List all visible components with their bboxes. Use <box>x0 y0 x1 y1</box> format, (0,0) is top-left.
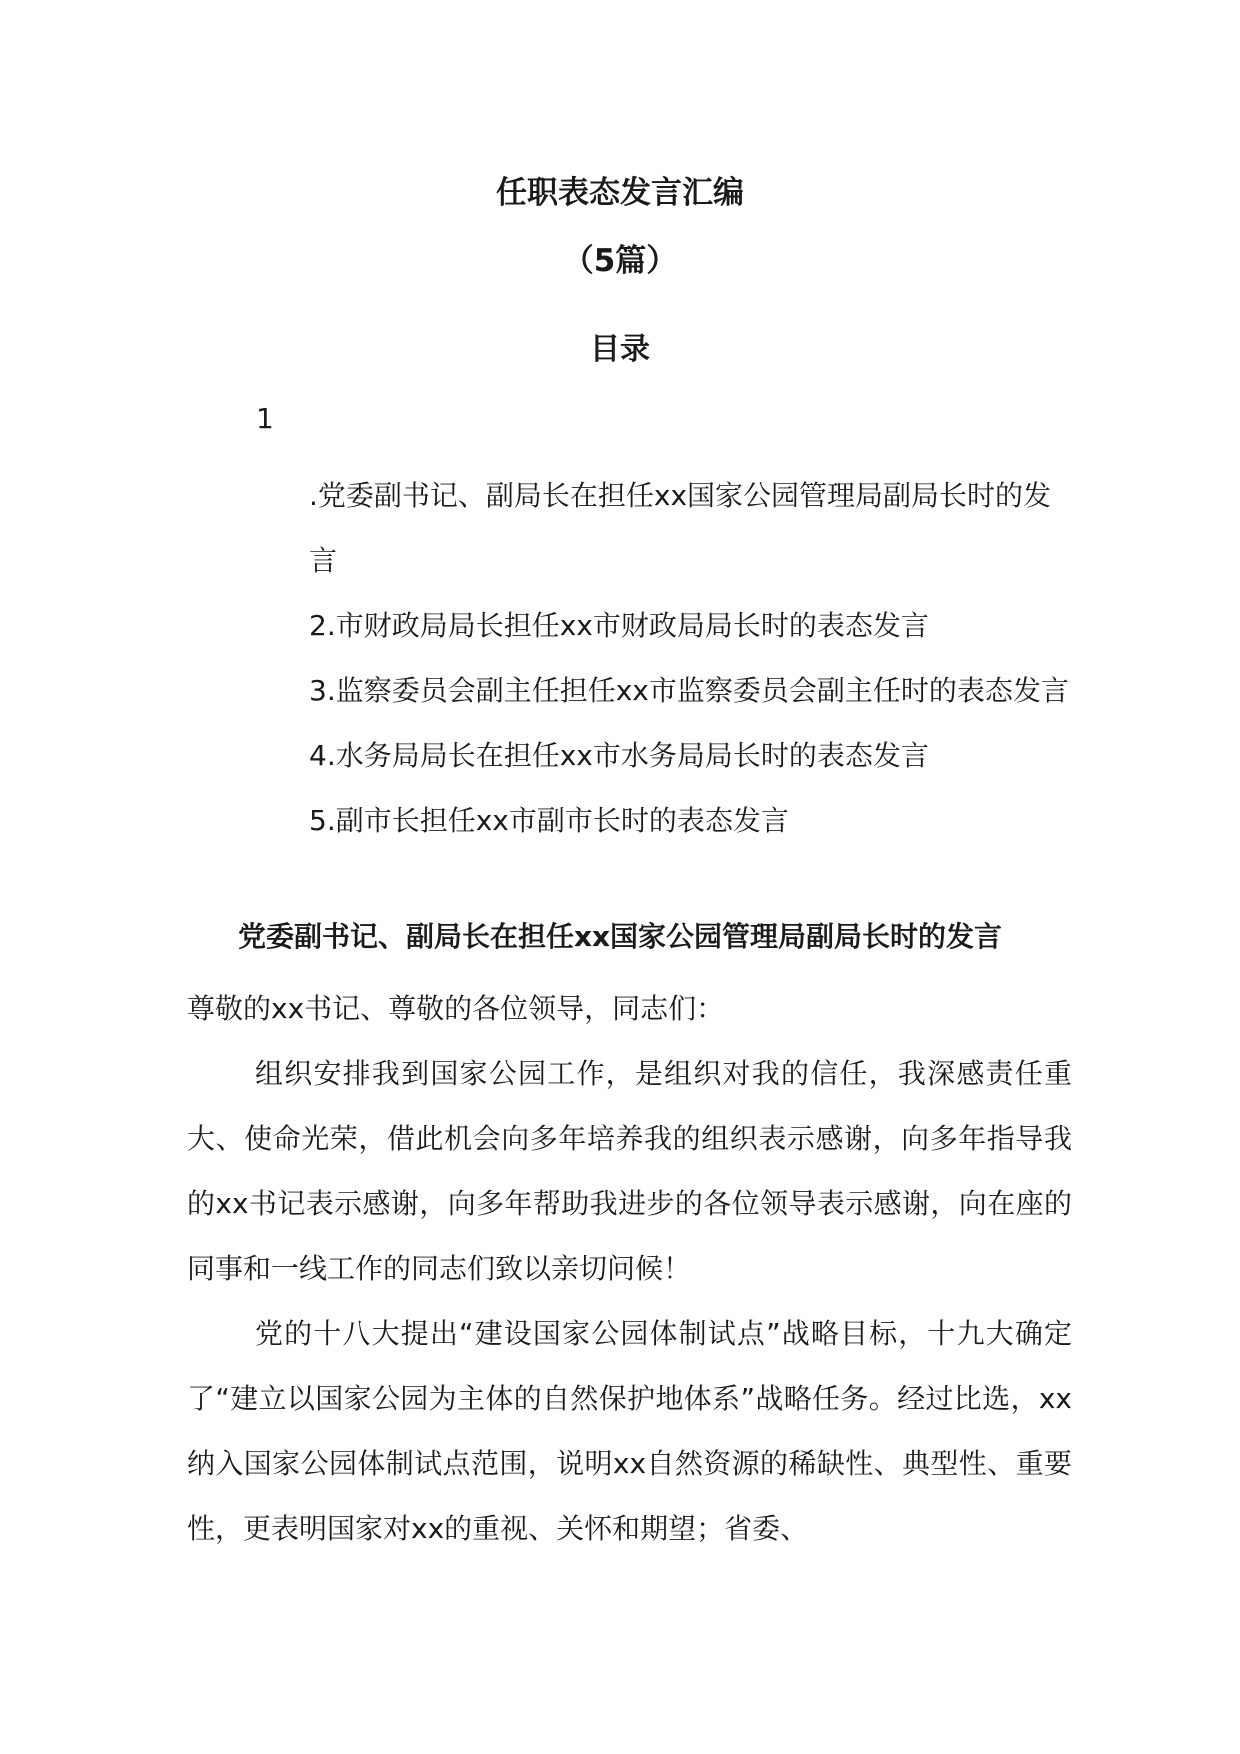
body-paragraph: 党的十八大提出“建设国家公园体制试点”战略目标，十九大确定了“建立以国家公园为主体的自然保护地体系”战略任务。经过比选，xx纳入国家公园体制试点范围，说明xx自然资源的稀缺性、典型性、重要性，更表明国家对xx的重视、关怀和期望；省委、 <box>187 1317 1072 1545</box>
toc-item: .党委副书记、副局长在担任xx国家公园管理局副局长时的发言 <box>309 479 1052 577</box>
toc-item: 4.水务局局长在担任xx市水务局局长时的表态发言 <box>309 739 929 772</box>
salutation: 尊敬的xx书记、尊敬的各位领导，同志们： <box>187 992 725 1025</box>
table-of-contents <box>309 463 1069 853</box>
toc-item: 3.监察委员会副主任担任xx市监察委员会副主任时的表态发言 <box>309 674 1069 707</box>
section-title: 党委副书记、副局长在担任xx国家公园管理局副局长时的发言 <box>237 920 1003 953</box>
document-subtitle: （5篇） <box>562 243 678 279</box>
toc-heading: 目录 <box>590 332 650 367</box>
section-body <box>187 976 1072 1561</box>
toc-item: 5.副市长担任xx市副市长时的表态发言 <box>309 804 789 837</box>
document-title: 任职表态发言汇编 <box>496 175 744 211</box>
toc-item: 2.市财政局局长担任xx市财政局局长时的表态发言 <box>309 609 929 642</box>
body-paragraph: 组织安排我到国家公园工作，是组织对我的信任，我深感责任重大、使命光荣，借此机会向多年培养我的组织表示感谢，向多年指导我的xx书记表示感谢，向多年帮助我进步的各位领导表示感谢，向在座的同事和一线工作的同志们致以亲切问候！ <box>187 1057 1072 1285</box>
toc-number: 1 <box>256 402 274 435</box>
